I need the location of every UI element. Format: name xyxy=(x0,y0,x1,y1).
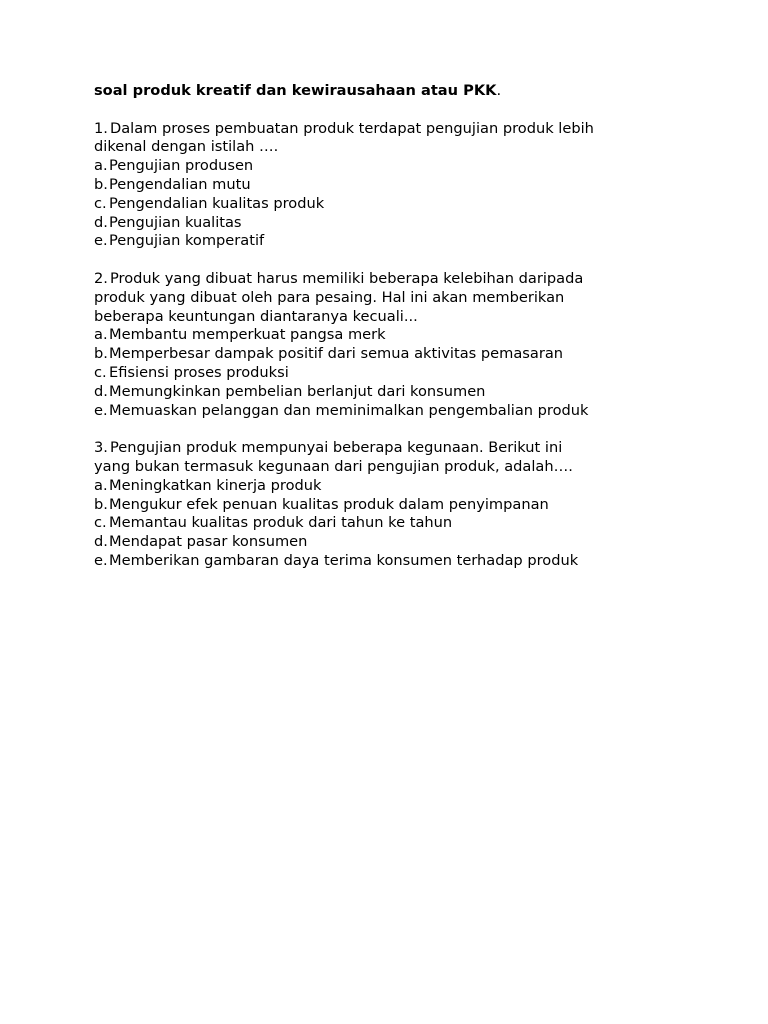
question-stem-line xyxy=(94,458,734,477)
question-stem-line xyxy=(94,138,734,157)
document-body xyxy=(94,82,734,590)
answer-option-letter: c. xyxy=(94,363,107,381)
answer-option-letter: b. xyxy=(94,175,108,193)
answer-option-text: Mengukur efek penuan kualitas produk dalam penyimpanan xyxy=(109,495,549,513)
answer-option-letter: d. xyxy=(94,213,108,231)
question-number: 3. xyxy=(94,439,108,457)
answer-option xyxy=(94,157,734,176)
answer-option xyxy=(94,214,734,233)
answer-option-text: Meningkatkan kinerja produk xyxy=(109,476,322,494)
answer-option xyxy=(94,552,734,571)
answer-option-letter: a. xyxy=(94,326,108,344)
question-item xyxy=(94,120,734,252)
answer-option-text: Memperbesar dampak positif dari semua aktivitas pemasaran xyxy=(109,345,564,363)
question-stem-text: Produk yang dibuat harus memiliki beberapa kelebihan daripada xyxy=(110,269,584,287)
answer-option xyxy=(94,383,734,402)
answer-option xyxy=(94,533,734,552)
question-number: 1. xyxy=(94,119,108,137)
question-stem-line xyxy=(94,120,734,139)
answer-option xyxy=(94,514,734,533)
question-stem-text: produk yang dibuat oleh para pesaing. Hal ini akan memberikan xyxy=(94,288,565,306)
answer-option xyxy=(94,195,734,214)
answer-option-text: Efisiensi proses produksi xyxy=(109,363,289,381)
answer-option-text: Pengujian kualitas xyxy=(109,213,242,231)
answer-option xyxy=(94,326,734,345)
answer-option-letter: d. xyxy=(94,533,108,551)
answer-option-text: Memungkinkan pembelian berlanjut dari konsumen xyxy=(109,382,486,400)
answer-option-text: Memberikan gambaran daya terima konsumen terhadap produk xyxy=(109,551,579,569)
question-stem-line xyxy=(94,289,734,308)
answer-option-text: Memuaskan pelanggan dan meminimalkan pengembalian produk xyxy=(109,401,589,419)
answer-option-letter: c. xyxy=(94,194,107,212)
question-stem-text: dikenal dengan istilah …. xyxy=(94,138,279,156)
answer-option xyxy=(94,477,734,496)
answer-option-letter: b. xyxy=(94,345,108,363)
question-stem xyxy=(94,120,734,158)
question-item xyxy=(94,439,734,571)
answer-option-letter: d. xyxy=(94,382,108,400)
answer-option xyxy=(94,402,734,421)
answer-option xyxy=(94,232,734,251)
answer-option-letter: a. xyxy=(94,476,108,494)
answer-option-text: Pengujian produsen xyxy=(109,157,254,175)
question-stem-line xyxy=(94,439,734,458)
document-title-suffix: . xyxy=(496,82,502,99)
answer-option-letter: c. xyxy=(94,514,107,532)
answer-options xyxy=(94,477,734,571)
answer-option-text: Pengendalian mutu xyxy=(109,175,251,193)
question-stem-line xyxy=(94,270,734,289)
answer-option xyxy=(94,345,734,364)
document-title-bold: soal produk kreatif dan kewirausahaan atau PKK xyxy=(94,82,497,99)
answer-option-text: Pengujian komperatif xyxy=(109,232,265,250)
answer-options xyxy=(94,326,734,420)
question-stem-text: beberapa keuntungan diantaranya kecuali... xyxy=(94,307,418,325)
answer-option-text: Membantu memperkuat pangsa merk xyxy=(109,326,386,344)
answer-option-letter: a. xyxy=(94,157,108,175)
question-item xyxy=(94,270,734,420)
question-stem-text: yang bukan termasuk kegunaan dari pengujian produk, adalah…. xyxy=(94,457,573,475)
answer-option-letter: b. xyxy=(94,495,108,513)
answer-options xyxy=(94,157,734,251)
question-stem xyxy=(94,270,734,326)
question-stem xyxy=(94,439,734,477)
question-stem-text: Dalam proses pembuatan produk terdapat pengujian produk lebih xyxy=(110,119,594,137)
answer-option xyxy=(94,176,734,195)
document-title xyxy=(94,82,734,101)
answer-option xyxy=(94,496,734,515)
question-stem-text: Pengujian produk mempunyai beberapa kegunaan. Berikut ini xyxy=(110,439,563,457)
answer-option-letter: e. xyxy=(94,232,108,250)
answer-option-letter: e. xyxy=(94,401,108,419)
question-list xyxy=(94,120,734,571)
answer-option xyxy=(94,364,734,383)
answer-option-text: Memantau kualitas produk dari tahun ke tahun xyxy=(109,514,453,532)
question-number: 2. xyxy=(94,269,108,287)
question-stem-line xyxy=(94,308,734,327)
answer-option-text: Mendapat pasar konsumen xyxy=(109,533,308,551)
answer-option-text: Pengendalian kualitas produk xyxy=(109,194,325,212)
answer-option-letter: e. xyxy=(94,551,108,569)
